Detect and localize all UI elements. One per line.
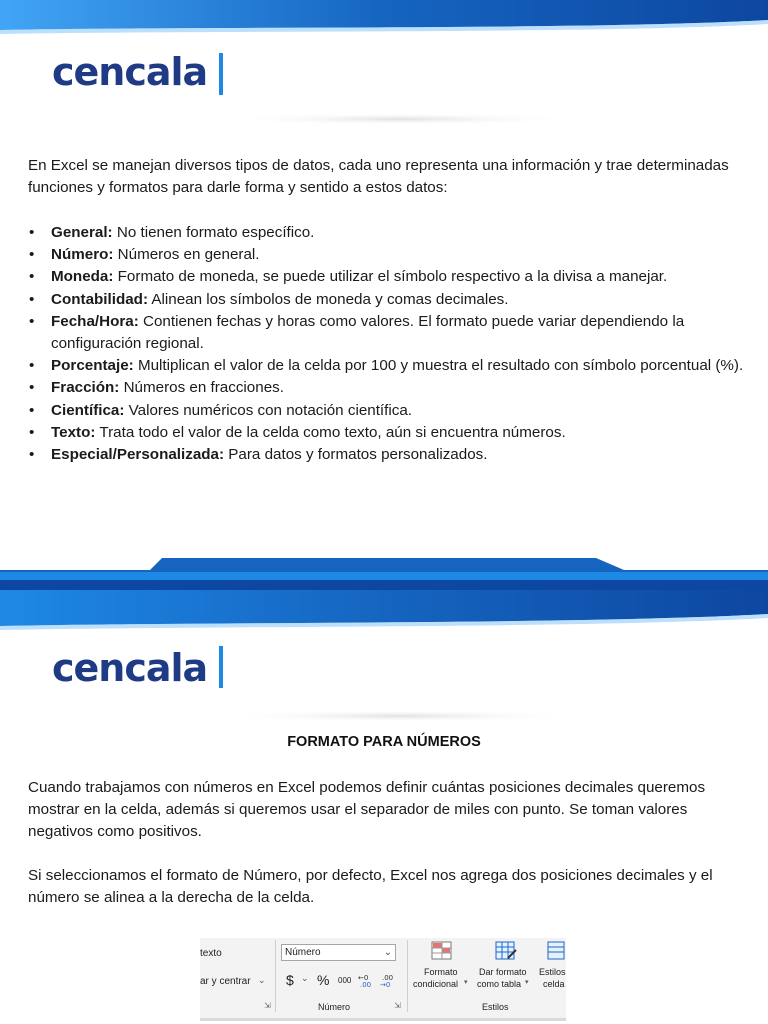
currency-dropdown-chevron-icon[interactable]: ⌄	[301, 973, 309, 983]
svg-text:→0: →0	[380, 981, 391, 988]
number-group-label: Número	[318, 1002, 351, 1012]
cencala-logo-2: cencala	[52, 646, 208, 690]
merge-dropdown-chevron-icon[interactable]: ⌄	[258, 975, 266, 985]
term-label: Porcentaje:	[51, 357, 134, 375]
term-description: Números en fracciones.	[119, 379, 284, 397]
group-separator-2	[407, 940, 408, 1012]
term-label: Contabilidad:	[51, 290, 149, 308]
data-types-list	[28, 222, 748, 466]
list-item	[28, 377, 748, 399]
decrease-decimal-icon[interactable]	[380, 972, 396, 988]
logo-divider	[219, 53, 223, 95]
format-as-table-label-2[interactable]: como tabla	[477, 979, 522, 989]
intro-paragraph: En Excel se manejan diversos tipos de datos, cada uno representa una información y trae determinadas funciones y formatos para darle forma y sentido a estos datos:	[28, 157, 729, 196]
term-description: Contienen fechas y horas como valores. El formato puede variar dependiendo la configuración regional.	[51, 312, 685, 353]
format-as-table-icon[interactable]	[494, 940, 518, 962]
cencala-logo: cencala	[52, 50, 208, 94]
term-label: General:	[51, 224, 113, 241]
excel-ribbon-screenshot	[200, 938, 566, 1021]
chevron-down-icon[interactable]: ▾	[464, 979, 468, 986]
increase-decimal-icon[interactable]	[358, 972, 374, 988]
svg-text:.00: .00	[360, 981, 372, 988]
term-description: Multiplican el valor de la celda por 100 y muestra el resultado con símbolo porcentual (%).	[133, 357, 744, 375]
conditional-format-icon[interactable]	[430, 940, 454, 962]
slide-2	[0, 590, 768, 1024]
number-launcher-icon[interactable]: ⇲	[394, 1001, 401, 1010]
percent-style-button[interactable]: %	[317, 972, 330, 988]
paragraph-2: Si seleccionamos el formato de Número, por defecto, Excel nos agrega dos posiciones decimales y el número se alinea a la derecha de la celda.	[28, 867, 713, 906]
conditional-format-label-2[interactable]: condicional	[413, 979, 459, 989]
section-title: FORMATO PARA NÚMEROS	[287, 734, 481, 750]
chevron-down-icon[interactable]: ▾	[525, 979, 529, 986]
styles-group-label: Estilos	[482, 1002, 509, 1012]
list-item	[28, 422, 748, 444]
list-item	[28, 400, 748, 422]
bullet-marker: •	[29, 268, 35, 286]
number-format-select[interactable]	[281, 944, 396, 961]
list-item	[28, 244, 748, 266]
bullet-marker: •	[29, 423, 35, 441]
list-item	[28, 355, 748, 377]
term-description: Alinean los símbolos de moneda y comas decimales.	[148, 290, 509, 308]
chevron-down-icon: ⌄	[383, 947, 392, 958]
bullet-marker: •	[29, 446, 35, 464]
format-as-table-label-1[interactable]: Dar formato	[479, 967, 527, 977]
merge-center-label[interactable]: ar y centrar	[200, 976, 251, 987]
term-description: Valores numéricos con notación científica.	[124, 401, 413, 419]
term-description: Trata todo el valor de la celda como texto, aún si encuentra números.	[95, 423, 566, 441]
conditional-format-label-1[interactable]: Formato	[424, 967, 458, 977]
paragraph-1: Cuando trabajamos con números en Excel podemos definir cuántas posiciones decimales queremos mostrar en la celda, además si queremos usar el separador de miles con punto. Se toman valores negativos como positivos.	[28, 779, 706, 840]
comma-style-button[interactable]: 000	[338, 976, 352, 985]
bullet-marker: •	[29, 290, 35, 308]
term-label: Fecha/Hora:	[51, 312, 139, 330]
term-label: Científica:	[51, 401, 125, 419]
list-item	[28, 289, 748, 311]
bullet-marker: •	[29, 401, 35, 419]
svg-text:.00: .00	[382, 974, 394, 982]
bullet-marker: •	[29, 357, 35, 375]
bullet-marker: •	[29, 379, 35, 397]
list-item	[28, 444, 748, 466]
list-item	[28, 311, 748, 355]
term-description: No tienen formato específico.	[112, 224, 315, 241]
bottom-band-decoration	[0, 558, 768, 590]
term-label: Texto:	[51, 423, 96, 441]
bullet-marker: •	[29, 224, 35, 241]
term-description: Formato de moneda, se puede utilizar el símbolo respectivo a la divisa a manejar.	[113, 268, 668, 286]
term-label: Especial/Personalizada:	[51, 446, 225, 464]
logo-divider-2	[219, 646, 223, 688]
term-description: Números en general.	[113, 246, 260, 264]
bullet-marker: •	[29, 312, 35, 330]
svg-text:←0: ←0	[358, 974, 369, 982]
list-item	[28, 266, 748, 288]
cell-styles-label-1[interactable]: Estilos	[539, 967, 566, 977]
group-separator	[275, 940, 276, 1012]
currency-format-button[interactable]: $	[286, 972, 294, 988]
list-item	[28, 222, 748, 244]
cell-styles-icon[interactable]	[546, 940, 566, 962]
term-label: Número:	[51, 246, 114, 264]
cell-styles-label-2[interactable]: celda	[543, 979, 565, 989]
term-label: Fracción:	[51, 379, 120, 397]
term-label: Moneda:	[51, 268, 114, 286]
wrap-text-label[interactable]: texto	[200, 948, 222, 959]
alignment-launcher-icon[interactable]: ⇲	[264, 1001, 271, 1010]
term-description: Para datos y formatos personalizados.	[224, 446, 488, 464]
number-format-value: Número	[285, 947, 321, 958]
bullet-marker: •	[29, 246, 35, 264]
